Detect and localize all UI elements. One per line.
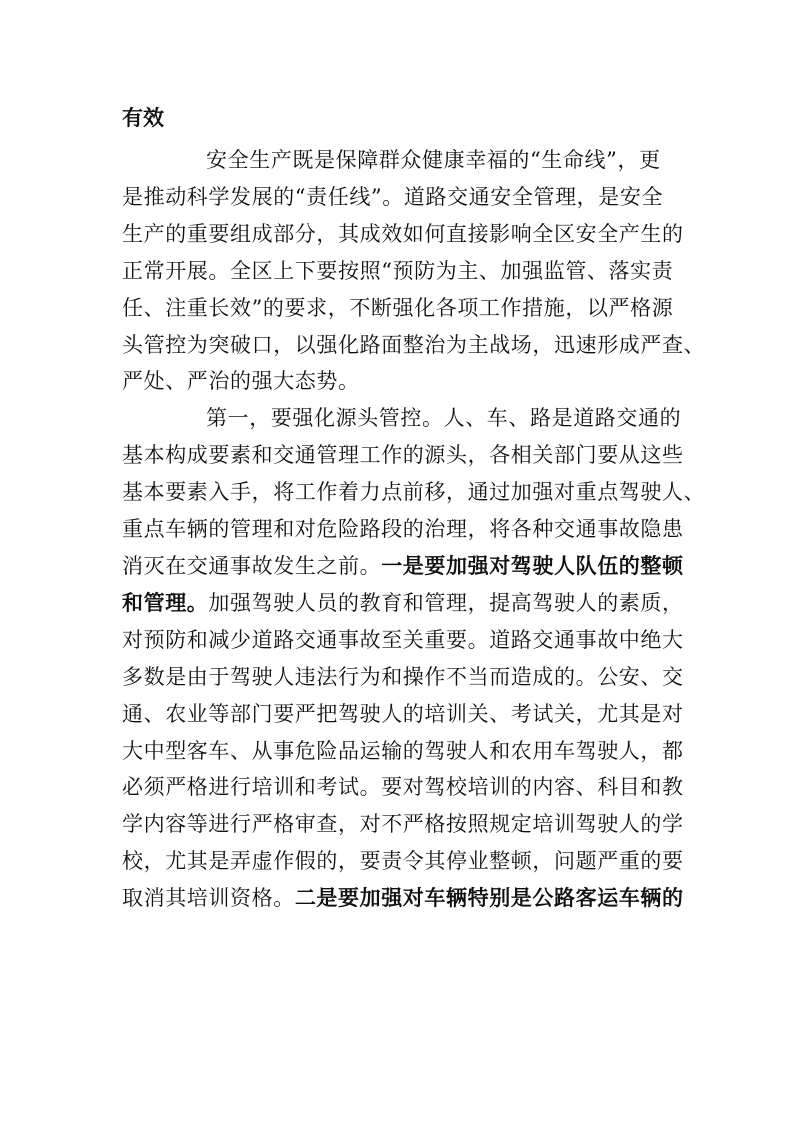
text-line: 是推动科学发展的“责任线”。道路交通安全管理，是安全 xyxy=(122,184,664,209)
text-line: 重点车辆的管理和对危险路段的治理，将各种交通事故隐患 xyxy=(122,517,684,542)
paragraph-source-control xyxy=(122,400,706,917)
text-line: 生产的重要组成部分，其成效如何直接影响全区安全产生的 xyxy=(122,221,684,246)
text-line: 正常开展。全区上下要按照“预防为主、加强监管、落实责 xyxy=(122,258,674,283)
text-line: 基本构成要素和交通管理工作的源头，各相关部门要从这些 xyxy=(122,443,684,468)
text-line: 校，尤其是弄虚作假的，要责令其停业整顿，问题严重的要 xyxy=(122,849,684,874)
text-line: 通、农业等部门要严把驾驶人的培训关、考试关，尤其是对 xyxy=(122,701,684,726)
paragraph-safety-production xyxy=(122,142,706,400)
normal-text: 取消其培训资格。 xyxy=(122,886,295,911)
bold-emphasis-text: 和管理。 xyxy=(122,589,209,615)
normal-text: 消灭在交通事故发生之前。 xyxy=(122,553,382,578)
text-line: 多数是由于驾驶人违法行为和操作不当而造成的。公安、交 xyxy=(122,664,684,689)
text-line: 学内容等进行严格审查，对不严格按照规定培训驾驶人的学 xyxy=(122,812,684,837)
section-heading: 有效 xyxy=(122,105,164,130)
text-line: 对预防和减少道路交通事故至关重要。道路交通事故中绝大 xyxy=(122,627,684,652)
text-line-mixed xyxy=(122,880,684,917)
normal-text: 加强驾驶人员的教育和管理，提高驾驶人的素质， xyxy=(208,590,684,615)
text-line: 基本要素入手，将工作着力点前移，通过加强对重点驾驶人、 xyxy=(122,480,706,505)
text-line: 安全生产既是保障群众健康幸福的“生命线”，更 xyxy=(206,148,661,172)
text-line: 头管控为突破口，以强化路面整治为主战场，迅速形成严查、 xyxy=(122,332,706,357)
text-line: 任、注重长效”的要求，不断强化各项工作措施，以严格源 xyxy=(122,295,674,320)
document-body xyxy=(122,142,706,917)
bold-emphasis-text: 一是要加强对驾驶人队伍的整顿 xyxy=(381,552,684,578)
text-line: 大中型客车、从事危险品运输的驾驶人和农用车驾驶人，都 xyxy=(122,738,684,763)
text-line-mixed xyxy=(122,585,684,622)
text-line: 严处、严治的强大态势。 xyxy=(122,369,360,394)
text-line: 第一，要强化源头管控。人、车、路是道路交通的 xyxy=(206,406,682,431)
text-line: 必须严格进行培训和考试。要对驾校培训的内容、科目和教 xyxy=(122,775,684,800)
bold-emphasis-text: 二是要加强对车辆特别是公路客运车辆的 xyxy=(294,885,684,911)
text-line-mixed xyxy=(122,548,684,585)
